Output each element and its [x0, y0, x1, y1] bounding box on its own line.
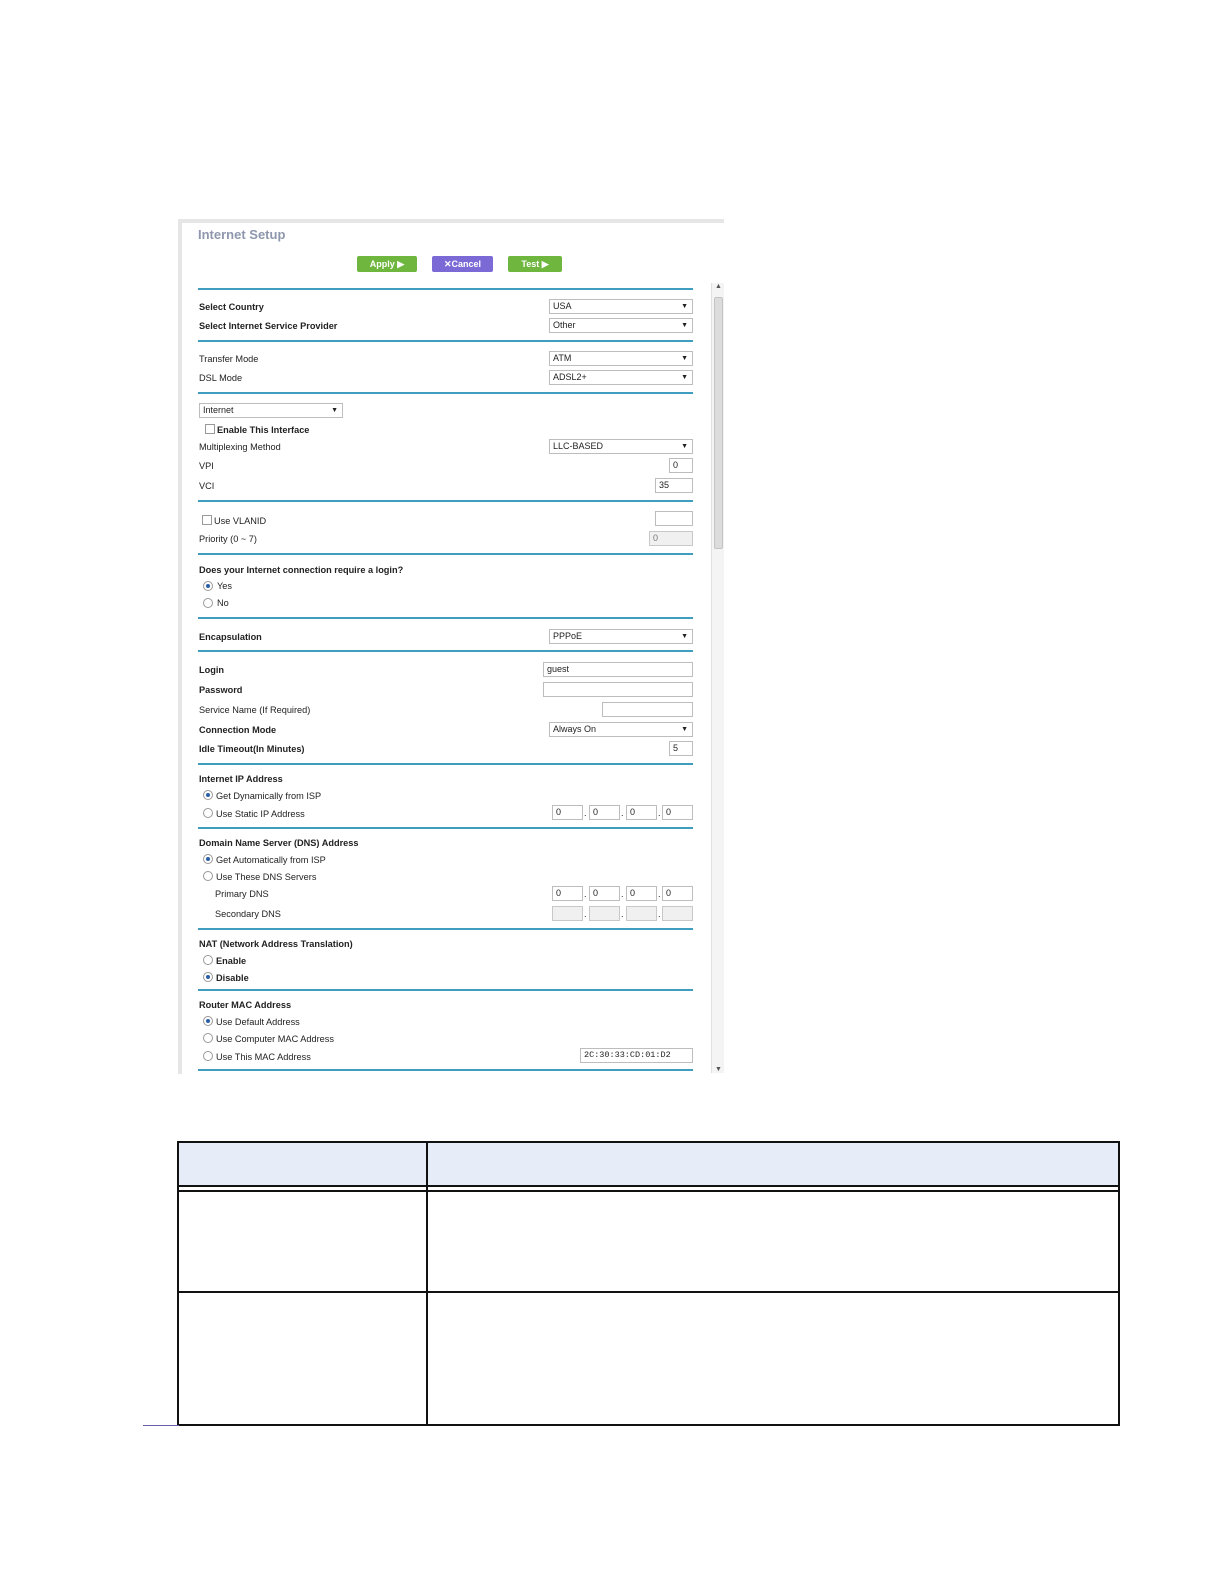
primary-dns-octet-2[interactable]: 0: [589, 886, 620, 901]
login-label: Login: [199, 665, 225, 675]
login-no-label: No: [217, 598, 229, 608]
transfer-mode-label: Transfer Mode: [199, 354, 259, 364]
vlan-label: Use VLANID: [214, 516, 267, 526]
section-divider: [198, 989, 693, 991]
encapsulation-label: Encapsulation: [199, 632, 262, 642]
page-title: Internet Setup: [198, 227, 286, 242]
mux-value: LLC-BASED: [553, 441, 604, 451]
chevron-down-icon: ▼: [681, 322, 688, 329]
section-divider: [198, 288, 693, 290]
priority-input[interactable]: 0: [649, 531, 693, 546]
section-divider: [198, 392, 693, 394]
ip-octet-1[interactable]: 0: [552, 805, 583, 820]
connection-mode-label: Connection Mode: [199, 725, 277, 735]
section-divider: [198, 650, 693, 652]
nat-disable-radio[interactable]: [203, 972, 213, 982]
scrollbar[interactable]: [711, 283, 724, 1073]
chevron-down-icon: ▼: [681, 633, 688, 640]
nat-heading: NAT (Network Address Translation): [199, 939, 353, 949]
password-label: Password: [199, 685, 243, 695]
scrollbar-thumb[interactable]: [714, 297, 723, 549]
mux-label: Multiplexing Method: [199, 442, 281, 452]
dns-dot: .: [658, 909, 661, 919]
secondary-dns-octet-3[interactable]: [626, 906, 657, 921]
nat-disable-label: Disable: [216, 973, 249, 983]
enable-interface-label: Enable This Interface: [217, 425, 310, 435]
login-input[interactable]: guest: [543, 662, 693, 677]
ip-dot: .: [584, 808, 587, 818]
secondary-dns-label: Secondary DNS: [215, 909, 281, 919]
ip-dot: .: [658, 808, 661, 818]
vci-input[interactable]: 35: [655, 478, 693, 493]
primary-dns-octet-4[interactable]: 0: [662, 886, 693, 901]
dsl-mode-value: ADSL2+: [553, 372, 587, 382]
transfer-mode-select[interactable]: [549, 351, 693, 366]
secondary-dns-octet-4[interactable]: [662, 906, 693, 921]
primary-dns-label: Primary DNS: [215, 889, 269, 899]
password-input[interactable]: [543, 682, 693, 697]
encapsulation-value: PPPoE: [553, 631, 583, 641]
encapsulation-select[interactable]: [549, 629, 693, 644]
dns-heading: Domain Name Server (DNS) Address: [199, 838, 359, 848]
vlan-id-input[interactable]: [655, 511, 693, 526]
dns-manual-radio[interactable]: [203, 871, 213, 881]
section-divider: [198, 500, 693, 502]
enable-interface-checkbox[interactable]: [205, 424, 215, 434]
mac-heading: Router MAC Address: [199, 1000, 292, 1010]
section-divider: [198, 553, 693, 555]
login-no-radio[interactable]: [203, 598, 213, 608]
section-divider: [198, 928, 693, 930]
mac-this-label: Use This MAC Address: [216, 1052, 311, 1062]
dns-dot: .: [658, 889, 661, 899]
ip-dynamic-label: Get Dynamically from ISP: [216, 791, 322, 801]
ip-octet-3[interactable]: 0: [626, 805, 657, 820]
dns-dot: .: [621, 909, 624, 919]
apply-button[interactable]: Apply ▶: [357, 256, 417, 272]
table-column-divider: [426, 1143, 428, 1424]
nat-enable-label: Enable: [216, 956, 247, 966]
scroll-up-icon[interactable]: ▲: [715, 283, 722, 290]
mac-default-label: Use Default Address: [216, 1017, 300, 1027]
dns-dot: .: [584, 909, 587, 919]
chevron-down-icon: ▼: [681, 355, 688, 362]
scroll-down-icon[interactable]: ▼: [715, 1066, 722, 1073]
chevron-down-icon: ▼: [681, 303, 688, 310]
mac-computer-label: Use Computer MAC Address: [216, 1034, 334, 1044]
mac-this-radio[interactable]: [203, 1051, 213, 1061]
idle-timeout-label: Idle Timeout(In Minutes): [199, 744, 305, 754]
mac-computer-radio[interactable]: [203, 1033, 213, 1043]
vci-label: VCI: [199, 481, 215, 491]
primary-dns-octet-1[interactable]: 0: [552, 886, 583, 901]
table-header: [179, 1143, 1118, 1187]
section-divider: [198, 763, 693, 765]
ip-dynamic-radio[interactable]: [203, 790, 213, 800]
login-yes-radio[interactable]: [203, 581, 213, 591]
mac-address-input[interactable]: 2C:30:33:CD:01:D2: [580, 1048, 693, 1063]
mac-default-radio[interactable]: [203, 1016, 213, 1026]
dns-dot: .: [621, 889, 624, 899]
table-header-rule: [179, 1190, 1118, 1192]
chevron-down-icon: ▼: [681, 443, 688, 450]
vlan-checkbox[interactable]: [202, 515, 212, 525]
test-button[interactable]: Test ▶: [508, 256, 562, 272]
description-table: [177, 1141, 1120, 1426]
ip-heading: Internet IP Address: [199, 774, 283, 784]
idle-timeout-input[interactable]: 5: [669, 741, 693, 756]
mux-select[interactable]: [549, 439, 693, 454]
ip-static-label: Use Static IP Address: [216, 809, 305, 819]
secondary-dns-octet-2[interactable]: [589, 906, 620, 921]
country-value: USA: [553, 301, 572, 311]
priority-label: Priority (0 ~ 7): [199, 534, 257, 544]
connection-mode-select[interactable]: [549, 722, 693, 737]
dsl-mode-label: DSL Mode: [199, 373, 243, 383]
login-yes-label: Yes: [217, 581, 232, 591]
isp-label: Select Internet Service Provider: [199, 321, 338, 331]
section-divider: [198, 340, 693, 342]
table-row-divider: [179, 1291, 1118, 1293]
internet-setup-screenshot: [178, 219, 724, 1074]
cancel-button[interactable]: ✕Cancel: [432, 256, 493, 272]
footer-rule: [143, 1425, 179, 1426]
chevron-down-icon: ▼: [681, 726, 688, 733]
country-select[interactable]: [549, 299, 693, 314]
section-divider: [198, 617, 693, 619]
interface-select[interactable]: [199, 403, 343, 418]
primary-dns-octet-3[interactable]: 0: [626, 886, 657, 901]
section-divider: [198, 827, 693, 829]
dns-dot: .: [584, 889, 587, 899]
dns-manual-label: Use These DNS Servers: [216, 872, 317, 882]
ip-octet-2[interactable]: 0: [589, 805, 620, 820]
dns-auto-radio[interactable]: [203, 854, 213, 864]
chevron-down-icon: ▼: [681, 374, 688, 381]
vpi-label: VPI: [199, 461, 214, 471]
vpi-input[interactable]: 0: [669, 458, 693, 473]
secondary-dns-octet-1[interactable]: [552, 906, 583, 921]
transfer-mode-value: ATM: [553, 353, 572, 363]
interface-value: Internet: [203, 405, 234, 415]
isp-select[interactable]: [549, 318, 693, 333]
ip-static-radio[interactable]: [203, 808, 213, 818]
country-label: Select Country: [199, 302, 264, 312]
service-name-input[interactable]: [602, 702, 693, 717]
connection-mode-value: Always On: [553, 724, 597, 734]
ip-dot: .: [621, 808, 624, 818]
dns-auto-label: Get Automatically from ISP: [216, 855, 326, 865]
dsl-mode-select[interactable]: [549, 370, 693, 385]
section-divider: [198, 1069, 693, 1071]
chevron-down-icon: ▼: [331, 407, 338, 414]
nat-enable-radio[interactable]: [203, 955, 213, 965]
login-question: Does your Internet connection require a login?: [199, 565, 404, 575]
ip-octet-4[interactable]: 0: [662, 805, 693, 820]
isp-value: Other: [553, 320, 576, 330]
service-name-label: Service Name (If Required): [199, 705, 311, 715]
